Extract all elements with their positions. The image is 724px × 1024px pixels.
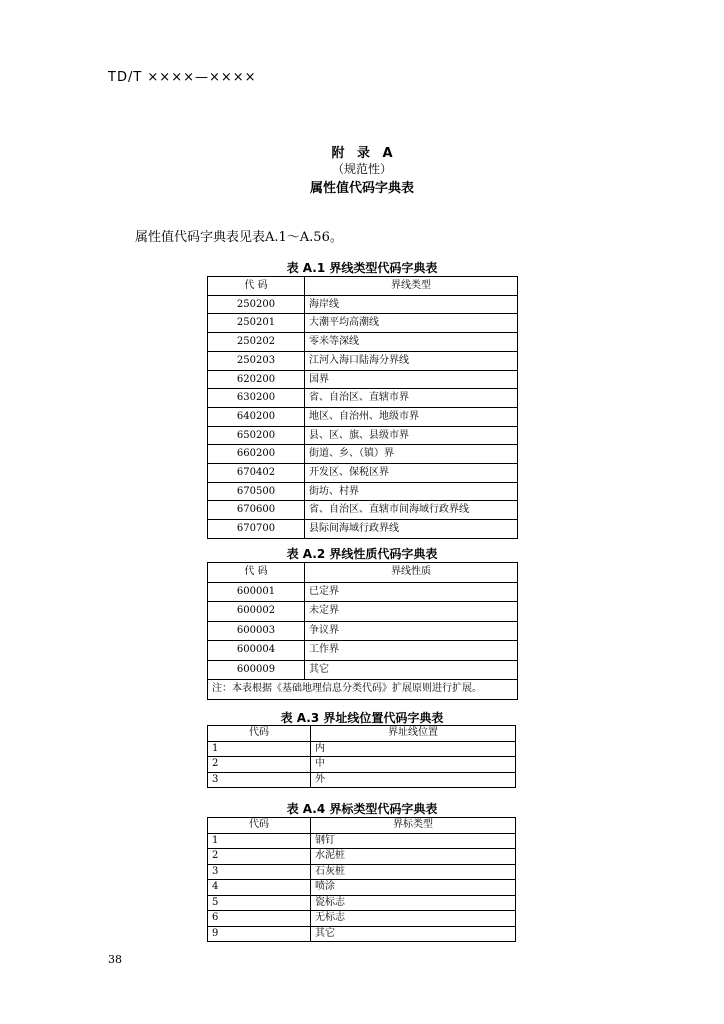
table-row: [208, 389, 518, 408]
appendix-title: 附 录 A: [331, 146, 393, 161]
name-cell: 江河入海口陆海分界线: [305, 351, 518, 370]
header-code: 代 码: [208, 277, 305, 296]
table-header-row: [208, 818, 516, 834]
code-cell: 600003: [208, 621, 305, 641]
name-cell: 国界: [305, 370, 518, 389]
name-cell: 喷涂: [311, 880, 516, 896]
code-cell: 5: [208, 895, 311, 911]
name-cell: 其它: [305, 660, 518, 680]
name-cell: 其它: [311, 926, 516, 942]
code-cell: 660200: [208, 445, 305, 464]
name-cell: 省、自治区、直辖市界: [305, 389, 518, 408]
table-note-row: [208, 680, 518, 700]
code-cell: 1: [208, 741, 311, 757]
table-row: [208, 464, 518, 483]
appendix-nature: （规范性）: [331, 162, 392, 176]
code-cell: 250200: [208, 295, 305, 314]
table-row: [208, 407, 518, 426]
table-header-row: [208, 563, 518, 583]
name-cell: 县、区、旗、县级市界: [305, 426, 518, 445]
table3: [207, 725, 516, 788]
appendix-subtitle: 属性值代码字典表: [309, 181, 414, 196]
table-row: [208, 864, 516, 880]
table-header-row: [208, 277, 518, 296]
document-id: TD/T ××××—××××: [108, 70, 257, 85]
name-cell: 县际间海域行政界线: [305, 520, 518, 539]
table2-caption: 表 A.2 界线性质代码字典表: [286, 547, 438, 561]
code-cell: 600001: [208, 582, 305, 602]
table-row: [208, 833, 516, 849]
table-row: [208, 426, 518, 445]
header-name: 界址线位置: [311, 726, 516, 742]
name-cell: 争议界: [305, 621, 518, 641]
table-row: [208, 314, 518, 333]
table1: [207, 276, 518, 539]
name-cell: 开发区、保税区界: [305, 464, 518, 483]
table2: [207, 562, 518, 700]
header-code: 代码: [208, 818, 311, 834]
name-cell: 内: [311, 741, 516, 757]
code-cell: 670600: [208, 501, 305, 520]
code-cell: 620200: [208, 370, 305, 389]
table-row: [208, 911, 516, 927]
header-name: 界线类型: [305, 277, 518, 296]
code-cell: 6: [208, 911, 311, 927]
table-row: [208, 333, 518, 352]
header-name: 界线性质: [305, 563, 518, 583]
name-cell: 地区、自治州、地级市界: [305, 407, 518, 426]
name-cell: 水泥桩: [311, 849, 516, 865]
code-cell: 250201: [208, 314, 305, 333]
table-row: [208, 772, 516, 788]
table-row: [208, 741, 516, 757]
table-row: [208, 621, 518, 641]
code-cell: 250202: [208, 333, 305, 352]
table-row: [208, 482, 518, 501]
name-cell: 瓷标志: [311, 895, 516, 911]
name-cell: 外: [311, 772, 516, 788]
table4-caption: 表 A.4 界标类型代码字典表: [286, 802, 438, 816]
code-cell: 9: [208, 926, 311, 942]
header-code: 代 码: [208, 563, 305, 583]
table-row: [208, 757, 516, 773]
code-cell: 250203: [208, 351, 305, 370]
name-cell: 石灰桩: [311, 864, 516, 880]
code-cell: 1: [208, 833, 311, 849]
name-cell: 钢钉: [311, 833, 516, 849]
name-cell: 街道、乡、（镇）界: [305, 445, 518, 464]
name-cell: 海岸线: [305, 295, 518, 314]
name-cell: 无标志: [311, 911, 516, 927]
code-cell: 640200: [208, 407, 305, 426]
name-cell: 已定界: [305, 582, 518, 602]
code-cell: 650200: [208, 426, 305, 445]
code-cell: 3: [208, 772, 311, 788]
table-row: [208, 351, 518, 370]
name-cell: 工作界: [305, 641, 518, 661]
name-cell: 省、自治区、直辖市间海域行政界线: [305, 501, 518, 520]
name-cell: 零米等深线: [305, 333, 518, 352]
table-row: [208, 582, 518, 602]
code-cell: 600002: [208, 602, 305, 622]
table-row: [208, 660, 518, 680]
table-row: [208, 445, 518, 464]
table-header-row: [208, 726, 516, 742]
name-cell: 街坊、村界: [305, 482, 518, 501]
header-code: 代码: [208, 726, 311, 742]
intro-paragraph: 属性值代码字典表见表A.1～A.56。: [135, 230, 343, 245]
code-cell: 600009: [208, 660, 305, 680]
table4: [207, 817, 516, 942]
table3-caption: 表 A.3 界址线位置代码字典表: [280, 711, 444, 725]
table-row: [208, 520, 518, 539]
code-cell: 3: [208, 864, 311, 880]
table-row: [208, 602, 518, 622]
name-cell: 中: [311, 757, 516, 773]
code-cell: 630200: [208, 389, 305, 408]
code-cell: 2: [208, 757, 311, 773]
header-name: 界标类型: [311, 818, 516, 834]
code-cell: 670402: [208, 464, 305, 483]
code-cell: 670500: [208, 482, 305, 501]
code-cell: 670700: [208, 520, 305, 539]
table-note: 注：本表根据《基础地理信息分类代码》扩展原则进行扩展。: [208, 680, 518, 700]
code-cell: 600004: [208, 641, 305, 661]
page-number: 38: [108, 953, 122, 966]
table-row: [208, 895, 516, 911]
table-row: [208, 641, 518, 661]
table-row: [208, 880, 516, 896]
code-cell: 4: [208, 880, 311, 896]
name-cell: 大潮平均高潮线: [305, 314, 518, 333]
table-row: [208, 295, 518, 314]
code-cell: 2: [208, 849, 311, 865]
name-cell: 未定界: [305, 602, 518, 622]
table1-caption: 表 A.1 界线类型代码字典表: [286, 261, 438, 275]
table-row: [208, 370, 518, 389]
table-row: [208, 926, 516, 942]
table-row: [208, 849, 516, 865]
table-row: [208, 501, 518, 520]
